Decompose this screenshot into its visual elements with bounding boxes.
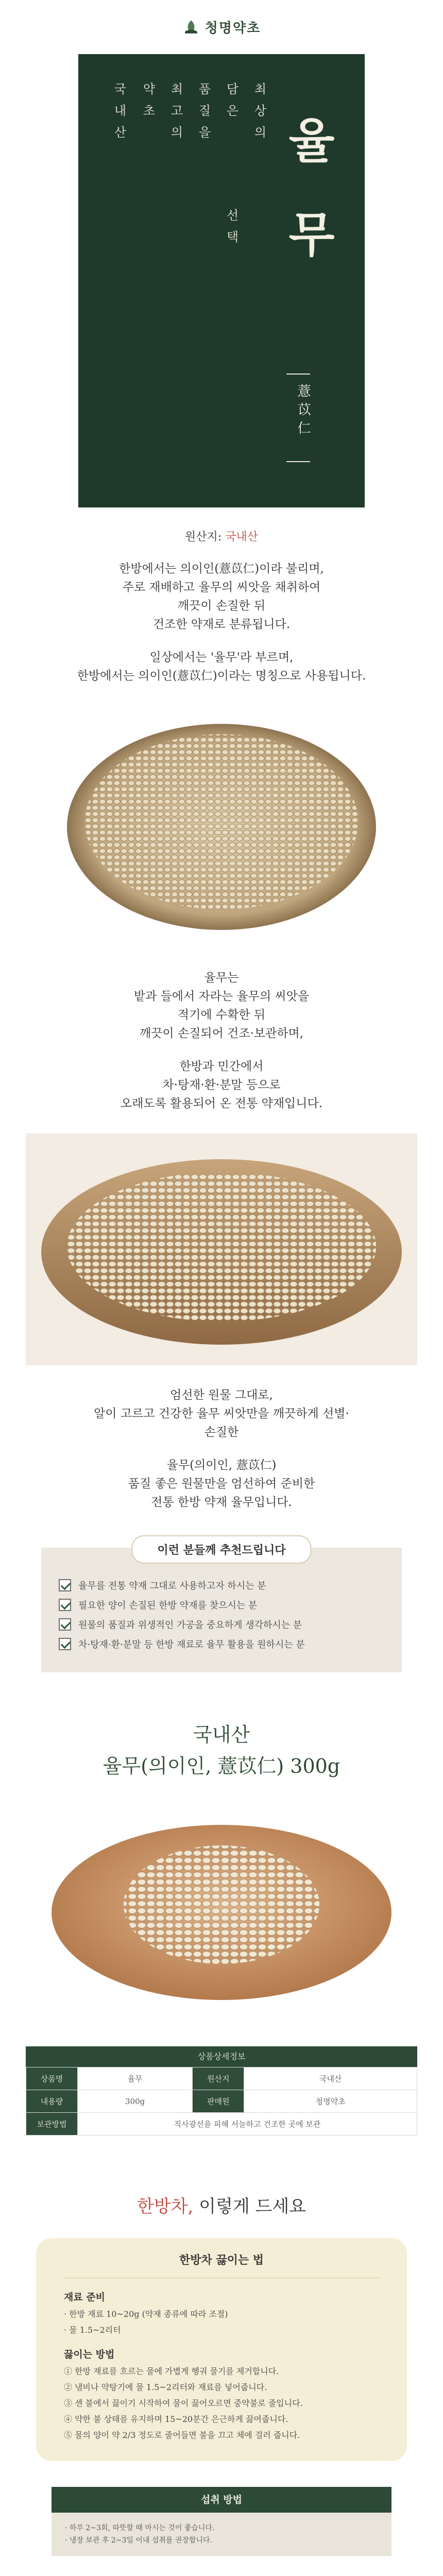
product-name: 율무(의이인, 薏苡仁) 300g xyxy=(103,1755,340,1777)
spec-value: 직사광선을 피해 서늘하고 건조한 곳에 보관 xyxy=(78,2113,417,2136)
spec-value: 300g xyxy=(78,2090,193,2113)
step-line: ⑤ 물의 양이 약 2/3 정도로 줄어들면 불을 끄고 체에 걸러 줍니다. xyxy=(64,2430,300,2440)
step-line: ① 한방 재료를 흐르는 물에 가볍게 헹궈 물기를 제거합니다. xyxy=(64,2366,279,2376)
tea-title-rest: 이렇게 드세요 xyxy=(193,2196,306,2217)
desc-line: 차·탕재·환·분말 등으로 xyxy=(162,1078,281,1092)
desc-line: 깨끗이 손질되어 건조·보관하며, xyxy=(139,1027,304,1040)
recommend-item-text: 원물의 품질과 위생적인 가공을 중요하게 생각하시는 분 xyxy=(78,1620,302,1631)
recommend-item xyxy=(59,1598,384,1612)
spec-table-section xyxy=(26,2046,417,2136)
spec-key: 원산지 xyxy=(193,2067,244,2090)
product-title xyxy=(0,1719,443,1778)
brand-logo-icon xyxy=(182,19,200,36)
recommend-item xyxy=(59,1579,384,1592)
intro-line: 건조한 약재로 분류됩니다. xyxy=(152,618,291,631)
spec-key: 상품명 xyxy=(26,2067,78,2090)
intro-line: 주로 재배하고 율무의 씨앗을 채취하여 xyxy=(122,581,321,594)
product-origin: 국내산 xyxy=(193,1723,250,1746)
desc-text-2 xyxy=(0,1386,443,1512)
hero-col-3: 최고의 xyxy=(168,82,183,147)
recommend-box xyxy=(41,1548,402,1672)
bowl-image-icon xyxy=(41,706,402,948)
spec-key: 보관방법 xyxy=(26,2113,78,2136)
spec-value: 율무 xyxy=(78,2067,193,2090)
intro-text xyxy=(0,560,443,685)
hero-divider-top xyxy=(286,374,310,375)
product-photo-bowl xyxy=(41,706,402,948)
intake-title: 섭취 방법 xyxy=(52,2487,391,2513)
intro-line: 일상에서는 '율무'라 부르며, xyxy=(149,651,294,664)
hero-subtitle: 薏苡仁 xyxy=(295,384,311,439)
tea-section-title xyxy=(0,2192,443,2217)
origin-label: 원산지: xyxy=(185,531,222,544)
product-photo-plate xyxy=(26,1799,417,2015)
desc-line: 밭과 들에서 자라는 율무의 씨앗을 xyxy=(133,990,310,1003)
ingredient-line: · 물 1.5~2리터 xyxy=(64,2325,121,2335)
steps-title: 끓이는 방법 xyxy=(64,2349,115,2360)
desc-line: 손질한 xyxy=(204,1426,239,1439)
recommend-item-text: 필요한 양이 손질된 한방 약재를 찾으시는 분 xyxy=(78,1600,258,1611)
hero-title: 율무 xyxy=(280,116,336,303)
intro-line: 깨끗이 손질한 뒤 xyxy=(177,599,266,613)
recommend-item xyxy=(59,1637,384,1651)
origin-value: 국내산 xyxy=(225,531,258,544)
hero-col-2: 약초 xyxy=(141,82,155,126)
ingredient-line: · 한방 재료 10~20g (약재 종류에 따라 조절) xyxy=(64,2309,228,2319)
dish-image-icon xyxy=(26,1133,417,1365)
hero-col-7: 선택 xyxy=(224,209,238,252)
recommend-item-text: 차·탕재·환·분말 등 한방 재료로 율무 활용을 원하시는 분 xyxy=(78,1639,305,1650)
hero-col-5: 담은 xyxy=(224,82,238,126)
desc-line: 율무(의이인, 薏苡仁) xyxy=(166,1459,277,1472)
hero-col-4: 품질을 xyxy=(196,82,211,147)
tea-title-accent: 한방차, xyxy=(137,2196,194,2217)
intro-line: 한방에서는 의이인(薏苡仁)이라 불리며, xyxy=(119,562,324,575)
hero-col-1: 국내산 xyxy=(112,82,126,147)
ingredients-title: 재료 준비 xyxy=(64,2292,106,2303)
spec-table xyxy=(26,2067,417,2136)
checkbox-icon xyxy=(59,1599,71,1611)
origin-line xyxy=(0,528,443,544)
desc-line: 적기에 수확한 뒤 xyxy=(177,1008,266,1022)
checkbox-icon xyxy=(59,1638,71,1650)
step-line: ③ 센 불에서 끓이기 시작하여 물이 끓어오르면 중약불로 줄입니다. xyxy=(64,2398,303,2408)
spec-key: 판매원 xyxy=(193,2090,244,2113)
recommend-item-text: 율무를 전통 약재 그대로 사용하고자 하시는 분 xyxy=(78,1581,266,1591)
intro-line: 한방에서는 의이인(薏苡仁)이라는 명칭으로 사용됩니다. xyxy=(77,669,366,683)
table-row xyxy=(26,2113,417,2136)
checkbox-icon xyxy=(59,1618,71,1631)
hero-col-6: 최상의 xyxy=(252,82,266,147)
desc-text-1 xyxy=(0,969,443,1113)
desc-line: 한방과 민간에서 xyxy=(179,1060,264,1073)
spec-key: 내용량 xyxy=(26,2090,78,2113)
spec-value: 청명약초 xyxy=(244,2090,417,2113)
desc-line: 알이 고르고 건강한 율무 씨앗만을 깨끗하게 선별· xyxy=(94,1407,349,1420)
desc-line: 품질 좋은 원물만을 엄선하여 준비한 xyxy=(128,1477,315,1490)
table-row xyxy=(26,2090,417,2113)
recommend-tag: 이런 분들께 추천드립니다 xyxy=(131,1535,311,1564)
howto-title: 한방차 끓이는 법 xyxy=(64,2251,379,2278)
desc-line: 엄선한 원물 그대로, xyxy=(170,1388,273,1402)
howto-box xyxy=(36,2238,407,2461)
table-row xyxy=(26,2067,417,2090)
brand-name: 청명약초 xyxy=(205,21,261,36)
desc-line: 전통 한방 약재 율무입니다. xyxy=(151,1496,292,1509)
intake-body xyxy=(52,2513,391,2556)
hero-divider-bottom xyxy=(286,461,310,462)
spec-header: 상품상세정보 xyxy=(26,2046,417,2067)
intake-box xyxy=(52,2487,391,2556)
recommend-section xyxy=(41,1544,402,1672)
plate-image-icon xyxy=(26,1799,417,2015)
desc-line: 율무는 xyxy=(204,971,239,985)
brand-header xyxy=(0,0,443,54)
product-photo-dish xyxy=(26,1133,417,1365)
step-line: ② 냄비나 약탕기에 물 1.5~2리터와 재료를 넣어줍니다. xyxy=(64,2382,267,2392)
step-line: ④ 약한 불 상태를 유지하며 15~20분간 은근하게 끓여줍니다. xyxy=(64,2414,288,2424)
desc-line: 오래도록 활용되어 온 전통 약재입니다. xyxy=(120,1097,323,1110)
spec-value: 국내산 xyxy=(244,2067,417,2090)
intake-line: · 하루 2~3회, 따뜻할 때 마시는 것이 좋습니다. xyxy=(65,2524,215,2532)
recommend-item xyxy=(59,1618,384,1631)
hero-panel xyxy=(78,54,365,507)
checkbox-icon xyxy=(59,1579,71,1591)
intake-line: · 냉장 보관 후 2~3일 이내 섭취를 권장합니다. xyxy=(65,2536,212,2545)
